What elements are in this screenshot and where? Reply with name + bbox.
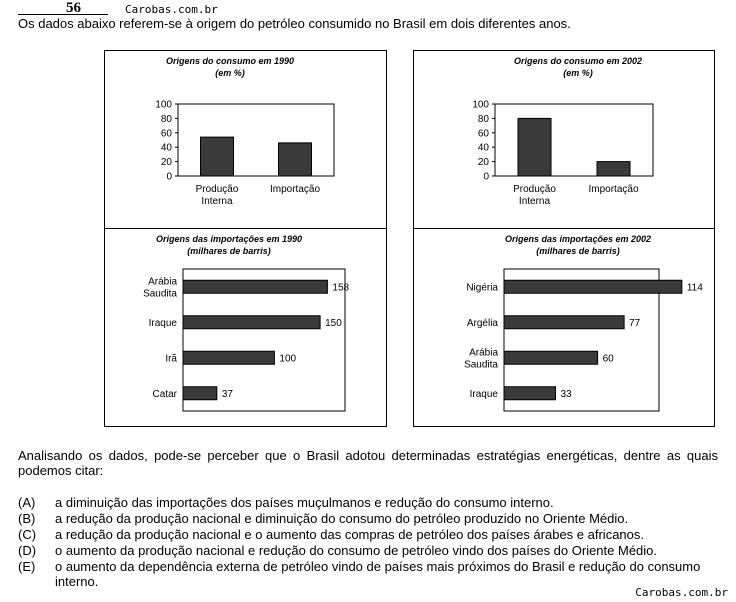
bar <box>504 351 598 364</box>
chart-subtitle: (milhares de barris) <box>187 246 271 256</box>
imports-2002-chart <box>414 229 714 426</box>
chart-subtitle: (em %) <box>563 68 593 78</box>
chart-title: Origens das importações em 1990 <box>155 234 303 244</box>
bar <box>201 137 234 176</box>
x-tick-label: Interna <box>518 196 551 207</box>
option-text: a redução da produção nacional e o aumento das compras de petróleo dos países árabes e africanos. <box>55 527 644 542</box>
bar <box>183 316 320 329</box>
data-label: 150 <box>325 317 342 329</box>
data-label: 114 <box>686 282 703 294</box>
y-category-label: Saudita <box>464 359 498 371</box>
data-label: 37 <box>221 388 233 400</box>
chart-title: Origens do consumo em 1990 <box>165 56 295 66</box>
y-tick-label: 40 <box>160 142 172 154</box>
y-tick-label: 60 <box>477 128 489 140</box>
option-text: o aumento da dependência externa de petróleo vindo de países mais próximos do Brasil e redução do consumo interno. <box>55 559 701 589</box>
intro-text: Os dados abaixo referem-se à origem do petróleo consumido no Brasil em dois diferentes anos. <box>18 16 571 31</box>
chart-title: Origens das importações em 2002 <box>504 234 652 244</box>
question-number-underline <box>18 14 108 15</box>
site-watermark-bottom: Carobas.com.br <box>635 586 728 599</box>
bar <box>279 143 312 176</box>
x-tick-label: Importação <box>269 184 321 195</box>
x-tick-label: Produção <box>513 184 556 195</box>
chart-subtitle: (em %) <box>215 68 245 78</box>
y-tick-label: 0 <box>166 171 172 183</box>
data-label: 60 <box>602 353 614 365</box>
data-label: 77 <box>629 317 641 329</box>
y-category-label: Nigéria <box>466 282 498 294</box>
data-label: 100 <box>279 353 297 365</box>
imports-1990-chart <box>105 229 386 426</box>
bar <box>183 387 217 400</box>
option-letter: (D) <box>18 543 37 558</box>
bar <box>504 316 624 329</box>
bar <box>504 280 682 293</box>
bar <box>597 162 630 176</box>
bar <box>518 118 551 176</box>
y-category-label: Catar <box>152 388 177 400</box>
option-letter: (A) <box>18 495 36 510</box>
consumption-1990-chart <box>105 51 386 228</box>
y-category-label: Irã <box>165 353 177 365</box>
option-letter: (B) <box>18 511 36 526</box>
y-category-label: Iraque <box>469 388 498 400</box>
y-tick-label: 20 <box>160 157 172 169</box>
y-tick-label: 80 <box>477 113 489 125</box>
y-category-label: Argélia <box>466 317 498 329</box>
y-tick-label: 60 <box>160 128 172 140</box>
x-tick-label: Importação <box>588 184 639 195</box>
option-text: o aumento da produção nacional e redução do consumo de petróleo vindo dos países do Oriente Médio. <box>55 543 658 558</box>
x-tick-label: Interna <box>201 196 233 207</box>
question-number: 56 <box>66 0 81 16</box>
bar <box>504 387 555 400</box>
y-category-label: Iraque <box>148 317 177 329</box>
y-tick-label: 100 <box>155 99 172 111</box>
panel-1990 <box>104 50 387 427</box>
site-watermark-top: Carobas.com.br <box>125 3 218 16</box>
question-text: Analisando os dados, pode-se perceber que o Brasil adotou determinadas estratégias energéticas, dentre as quais podemos citar: <box>18 448 718 478</box>
chart-subtitle: (milhares de barris) <box>536 246 620 256</box>
y-category-label: Arábia <box>148 276 177 288</box>
y-tick-label: 40 <box>477 142 489 154</box>
y-tick-label: 20 <box>477 157 489 169</box>
option-text: a diminuição das importações dos países muçulmanos e redução do consumo interno. <box>55 495 554 510</box>
y-tick-label: 80 <box>160 113 172 125</box>
data-label: 158 <box>332 282 350 294</box>
y-tick-label: 0 <box>483 171 489 183</box>
option-text: a redução da produção nacional e diminuição do consumo do petróleo produzido no Oriente Médio. <box>55 511 629 526</box>
x-tick-label: Produção <box>195 184 239 195</box>
data-label: 33 <box>560 388 572 400</box>
option-letter: (C) <box>18 527 37 542</box>
option-letter: (E) <box>18 559 36 574</box>
bar <box>183 280 327 293</box>
chart-title: Origens do consumo em 2002 <box>513 56 643 66</box>
bar <box>183 351 274 364</box>
y-category-label: Saudita <box>143 288 177 300</box>
y-category-label: Arábia <box>469 347 498 359</box>
consumption-2002-chart <box>414 51 714 228</box>
panel-2002 <box>413 50 715 427</box>
y-tick-label: 100 <box>472 99 489 111</box>
